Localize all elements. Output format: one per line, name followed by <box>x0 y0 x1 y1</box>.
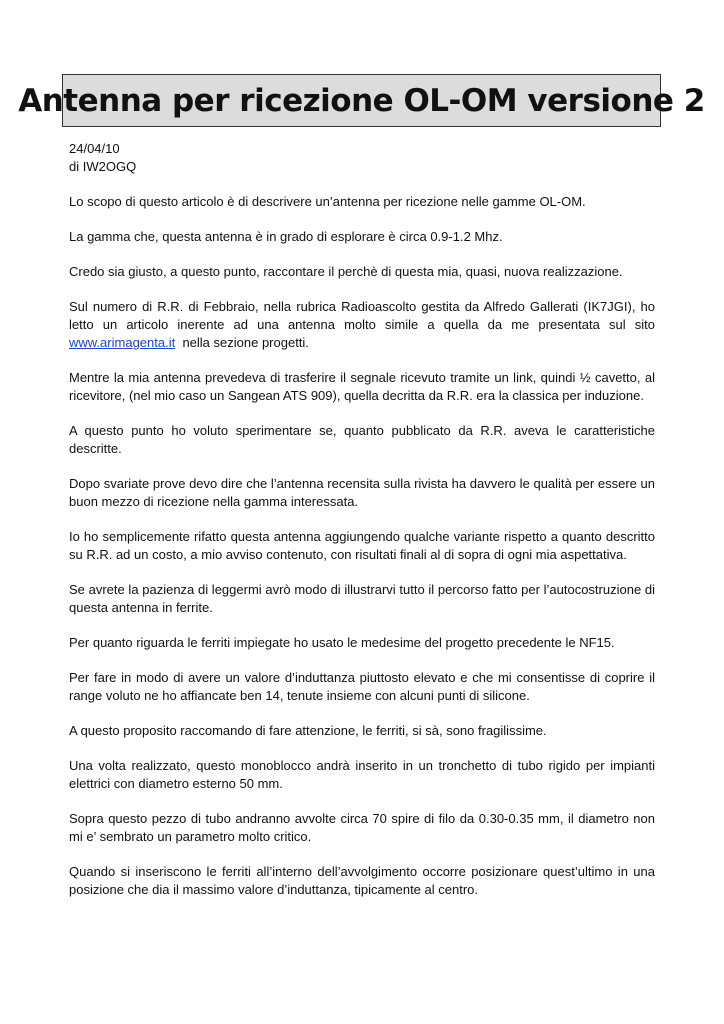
paragraph-6: A questo punto ho voluto sperimentare se, quanto pubblicato da R.R. aveva le caratteristiche descritte. <box>69 423 655 456</box>
paragraph-3: Credo sia giusto, a questo punto, raccontare il perchè di questa mia, quasi, nuova realizzazione. <box>69 264 623 279</box>
paragraph-8: Io ho semplicemente rifatto questa antenna aggiungendo qualche variante rispetto a quanto descritto su R.R. ad un costo, a mio avviso contenuto, con risultati finali al di sopra di ogni mia aspettativa. <box>69 529 655 562</box>
paragraph-1: Lo scopo di questo articolo è di descrivere un’antenna per ricezione nelle gamme OL-OM. <box>69 194 586 209</box>
paragraph-12: A questo proposito raccomando di fare attenzione, le ferriti, si sà, sono fragilissime. <box>69 723 547 738</box>
paragraph-7: Dopo svariate prove devo dire che l’antenna recensita sulla rivista ha davvero le qualità per essere un buon mezzo di ricezione nella gamma interessata. <box>69 476 655 509</box>
paragraph-4-text: Sul numero di R.R. di Febbraio, nella rubrica Radioascolto gestita da Alfredo Gallerati (IK7JGI), ho letto un articolo inerente ad una antenna molto simile a quella da me presentata sul sito <box>69 299 655 332</box>
paragraph-5: Mentre la mia antenna prevedeva di trasferire il segnale ricevuto tramite un link, quindi ½ cavetto, al ricevitore, (nel mio caso un Sangean ATS 909), quella decritta da R.R. era la classica per induzione. <box>69 370 655 403</box>
title-box <box>18 74 705 127</box>
paragraph-13: Una volta realizzato, questo monoblocco andrà inserito in un tronchetto di tubo rigido per impianti elettrici con diametro esterno 50 mm. <box>69 758 655 791</box>
page-title: Antenna per ricezione OL-OM versione 2 <box>18 82 705 119</box>
paragraph-2: La gamma che, questa antenna è in grado di esplorare è circa 0.9-1.2 Mhz. <box>69 229 503 244</box>
paragraph-10: Per quanto riguarda le ferriti impiegate ho usato le medesime del progetto precedente le NF15. <box>69 635 615 650</box>
article-author: di IW2OGQ <box>69 159 137 174</box>
paragraph-4 <box>69 298 655 352</box>
paragraph-9: Se avrete la pazienza di leggermi avrò modo di illustrarvi tutto il percorso fatto per l’autocostruzione di questa antenna in ferrite. <box>69 582 655 615</box>
article-body <box>69 140 655 916</box>
paragraph-15: Quando si inseriscono le ferriti all’interno dell’avvolgimento occorre posizionare quest’ultimo in una posizione che dia il massimo valore d’induttanza, tipicamente al centro. <box>69 864 655 897</box>
paragraph-4-tail: nella sezione progetti. <box>175 335 309 350</box>
arimagenta-link[interactable]: www.arimagenta.it <box>69 335 176 350</box>
paragraph-14: Sopra questo pezzo di tubo andranno avvolte circa 70 spire di filo da 0.30-0.35 mm, il diametro non mi e’ sembrato un parametro molto critico. <box>69 811 655 844</box>
article-meta <box>69 140 655 176</box>
article-date: 24/04/10 <box>69 141 120 156</box>
paragraph-11: Per fare in modo di avere un valore d’induttanza piuttosto elevato e che mi consentisse di coprire il range voluto ne ho affiancate ben 14, tenute insieme con alcuni punti di silicone. <box>69 670 655 703</box>
